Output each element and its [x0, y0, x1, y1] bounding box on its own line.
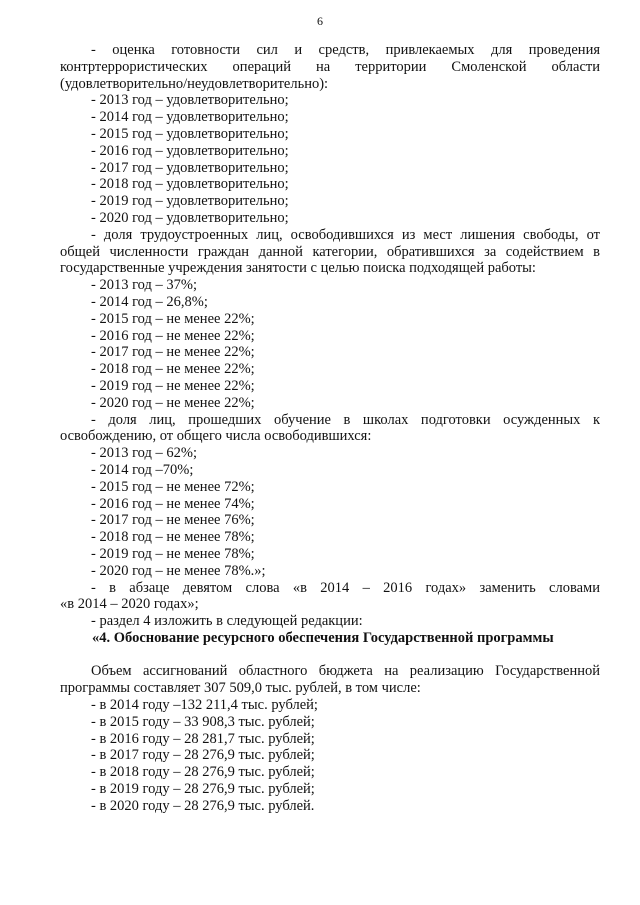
list-item: - в 2018 году – 28 276,9 тыс. рублей;	[91, 764, 315, 781]
list-item: - 2020 год – не менее 22%;	[91, 394, 255, 411]
paragraph-line: «в 2014 – 2020 годах»;	[60, 596, 199, 613]
list-item: - 2014 год – 26,8%;	[91, 293, 208, 310]
paragraph-line: освобождению, от общего числа освободившихся:	[60, 428, 372, 445]
list-item: - 2013 год – 62%;	[91, 445, 197, 462]
paragraph-line: государственные учреждения занятости с целью поиска подходящей работы:	[60, 260, 536, 277]
document-body	[60, 42, 600, 815]
list-item: - 2016 год – удовлетворительно;	[91, 142, 289, 159]
paragraph-line: программы составляет 307 509,0 тыс. рублей, в том числе:	[60, 680, 421, 697]
list-item: - 2020 год – не менее 78%.»;	[91, 562, 266, 579]
list-item: - в 2017 году – 28 276,9 тыс. рублей;	[91, 747, 315, 764]
list-item: - 2017 год – не менее 76%;	[91, 512, 255, 529]
list-item: - 2016 год – не менее 74%;	[91, 495, 255, 512]
list-item: - 2019 год – удовлетворительно;	[91, 193, 289, 210]
spacer	[60, 647, 600, 664]
paragraph-line: контртеррористических операций на территории Смоленской области	[60, 58, 600, 75]
list-item: - в 2020 году – 28 276,9 тыс. рублей.	[91, 797, 315, 814]
list-item: - 2015 год – не менее 72%;	[91, 478, 255, 495]
list-item: - 2015 год – удовлетворительно;	[91, 125, 289, 142]
list-item: - 2018 год – не менее 22%;	[91, 361, 255, 378]
paragraph-line: - в абзаце девятом слова «в 2014 – 2016 годах» заменить словами	[91, 579, 600, 596]
paragraph-line: (удовлетворительно/неудовлетворительно):	[60, 75, 329, 92]
paragraph-line: - оценка готовности сил и средств, привлекаемых для проведения	[91, 42, 600, 58]
paragraph-line: - доля трудоустроенных лиц, освободившихся из мест лишения свободы, от	[91, 226, 600, 243]
list-item: - 2019 год – не менее 78%;	[91, 545, 255, 562]
list-item: - 2013 год – 37%;	[91, 277, 197, 294]
list-item: - 2014 год – удовлетворительно;	[91, 109, 289, 126]
list-item: - 2016 год – не менее 22%;	[91, 327, 255, 344]
paragraph-line: общей численности граждан данной категории, обратившихся за содействием в	[60, 243, 600, 260]
list-item: - 2015 год – не менее 22%;	[91, 310, 255, 327]
paragraph-line: Объем ассигнований областного бюджета на реализацию Государственной	[91, 663, 600, 680]
paragraph-line: - доля лиц, прошедших обучение в школах подготовки осужденных к	[91, 411, 600, 428]
section-heading: «4. Обоснование ресурсного обеспечения Государственной программы	[92, 629, 554, 646]
list-item: - в 2016 году – 28 281,7 тыс. рублей;	[91, 730, 315, 747]
list-item: - 2013 год – удовлетворительно;	[91, 92, 289, 109]
list-item: - в 2015 году – 33 908,3 тыс. рублей;	[91, 713, 315, 730]
list-item: - 2019 год – не менее 22%;	[91, 377, 255, 394]
list-item: - 2014 год –70%;	[91, 461, 194, 478]
paragraph-line: - раздел 4 изложить в следующей редакции:	[91, 613, 363, 630]
page-number: 6	[317, 14, 323, 28]
list-item: - в 2019 году – 28 276,9 тыс. рублей;	[91, 781, 315, 798]
list-item: - 2020 год – удовлетворительно;	[91, 209, 289, 226]
list-item: - 2017 год – удовлетворительно;	[91, 159, 289, 176]
list-item: - 2018 год – удовлетворительно;	[91, 176, 289, 193]
list-item: - 2018 год – не менее 78%;	[91, 529, 255, 546]
list-item: - 2017 год – не менее 22%;	[91, 344, 255, 361]
list-item: - в 2014 году –132 211,4 тыс. рублей;	[91, 697, 318, 714]
